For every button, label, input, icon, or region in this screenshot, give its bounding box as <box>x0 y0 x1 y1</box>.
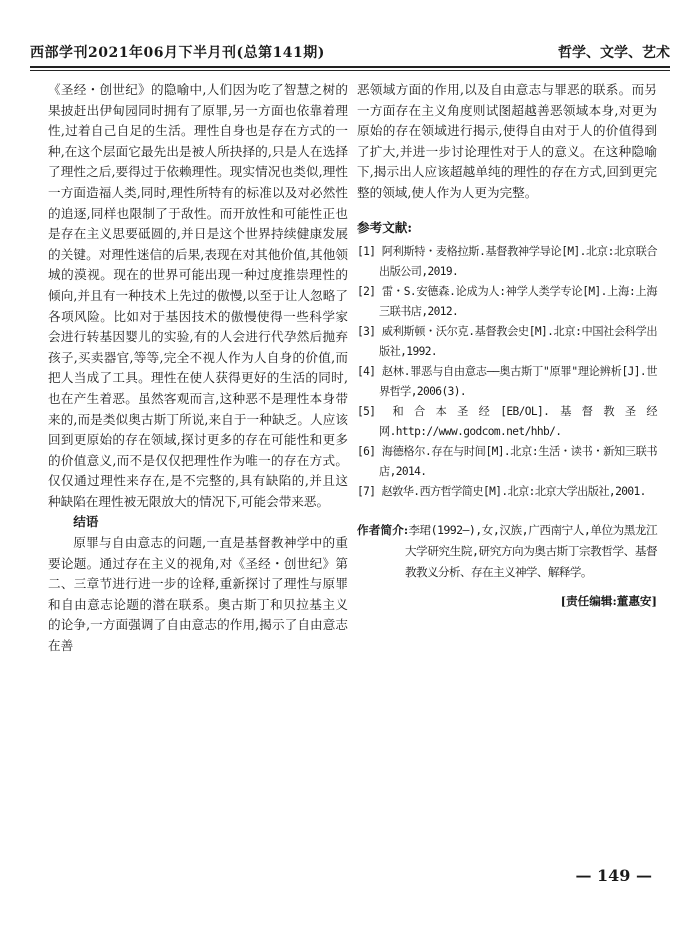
reference-item: [5] 和合本圣经[EB/OL].基督教圣经网.http://www.godcom.net/hhb/. <box>357 405 657 439</box>
header-rule-thin <box>30 70 670 71</box>
author-label: 作者简介: <box>357 523 409 538</box>
header-rule <box>30 66 670 68</box>
reference-item: [2] 雷・S.安德森.论成为人:神学人类学专论[M].上海:上海三联书店,2012. <box>357 285 657 319</box>
reference-item: [1] 阿利斯特・麦格拉斯.基督教神学导论[M].北京:北京联合出版公司,2019. <box>357 245 657 279</box>
references-title: 参考文献: <box>357 219 413 235</box>
conclusion-heading: 结语 <box>73 514 99 530</box>
editor-note: [责任编辑:董惠安] <box>560 594 657 609</box>
reference-item: [6] 海德格尔.存在与时间[M].北京:生活・读书・新知三联书店,2014. <box>357 445 657 479</box>
conclusion-paragraph: 原罪与自由意志的问题,一直是基督教神学中的重要论题。通过存在主义的视角,对《圣经・创世纪》第二、三章节进行进一步的诠释,重新探讨了理性与原罪和自由意志论题的潜在联系。奥古斯丁和贝拉基主义的论争,一方面强调了自由意志的作用,揭示了自由意志在善 <box>48 535 348 654</box>
body-paragraph: 《圣经・创世纪》的隐喻中,人们因为吃了智慧之树的果披赶出伊甸园同时拥有了原罪,另一方面也依靠着理性,过着自己自足的生活。理性自身也是存在方式的一种,在这个层面它最先出是被人所抉择的,只是人在选择了理性之后,要得过于依赖理性。现实情况也类似,理性一方面造福人类,同时,理性所特有的标准以及对必然性的追逐,同样也限制了于敌性。而开放性和可能性正也是存在主义思要砥圆的,并日是这个世界持续健康发展的关键。对理性迷信的后果,表现在对其他价值,其他领城的漠视。现在的世界可能出现一种过度推崇理性的倾向,并且有一种技术上先过的傲慢,以至于让人忽略了各项风险。比如对于基因技术的傲慢使得一些科学家会进行转基因婴儿的实验,有的人会进行代孕然后抛弃孩子,买卖器官,等等,完全不视人作为人自身的价值,而把人当成了工具。理性在使人获得更好的生活的同时,也在产生着恶。虽然客观而言,这种恶不是理性本身带来的,而是类似奥古斯丁所说,来自于一种缺乏。人应该回到更原始的存在领域,探讨更多的存在可能性和更多的价值意义,而不是仅仅把理性作为唯一的存在方式。仅仅通过理性来存在,是不完整的,具有缺陷的,并且这种缺陷在理性被无限放大的情况下,可能会带来恶。 <box>48 82 348 509</box>
page-number: — 149 — <box>575 866 652 885</box>
reference-item: [4] 赵林.罪恶与自由意志——奥古斯丁"原罪"理论辨析[J].世界哲学,2006(3). <box>357 365 657 399</box>
references-list <box>357 242 657 502</box>
reference-item: [3] 威利斯顿・沃尔克.基督教会史[M].北京:中国社会科学出版社,1992. <box>357 325 657 359</box>
magazine-title: 西部学刊2021年06月下半月刊(总第141期) <box>30 45 325 61</box>
section-title: 哲学、文学、艺术 <box>558 45 670 61</box>
left-column <box>48 80 348 657</box>
page-header <box>30 42 670 64</box>
author-info <box>357 520 657 583</box>
author-text: 李珺(1992—),女,汉族,广西南宁人,单位为黑龙江大学研究生院,研究方向为奥古斯丁宗教哲学、基督教教义分析、存在主义神学、解释学。 <box>405 523 657 580</box>
body-paragraph: 恶领域方面的作用,以及自由意志与罪恶的联系。而另一方面存在主义角度则试图超越善恶领域本身,对更为原始的存在领域进行揭示,使得自由对于人的价值得到了扩大,并进一步讨论理性对于人的意义。在这种隐喻下,揭示出人应该超越单纯的理性的存在方式,回到更完整的领域,使人作为人更为完整。 <box>357 82 657 200</box>
reference-item: [7] 赵敦华.西方哲学简史[M].北京:北京大学出版社,2001. <box>357 485 646 499</box>
right-column <box>357 80 657 612</box>
